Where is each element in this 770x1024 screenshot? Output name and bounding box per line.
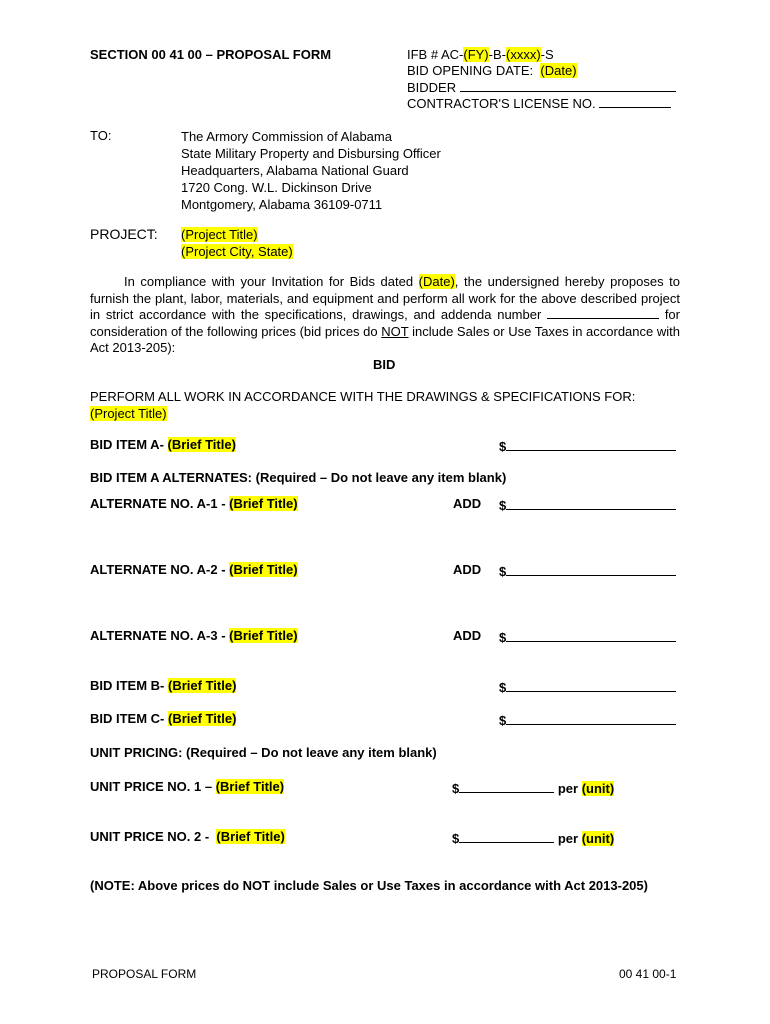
address-line: Headquarters, Alabama National Guard — [181, 163, 409, 178]
unit-price-2-title-field[interactable]: (Brief Title) — [216, 829, 285, 844]
invitation-date-field[interactable]: (Date) — [418, 274, 455, 289]
alternate-a2-add: ADD — [453, 562, 482, 577]
bidder-field[interactable] — [460, 79, 676, 92]
alternate-a2: ALTERNATE NO. A-2 - (Brief Title) — [90, 562, 298, 577]
unit-pricing-heading: UNIT PRICING: (Required – Do not leave any item blank) — [90, 745, 437, 760]
bid-item-c-title-field[interactable]: (Brief Title) — [168, 711, 237, 726]
project-title-field[interactable]: (Project Title) — [181, 227, 258, 242]
unit-price-2-unit-field[interactable]: (unit) — [581, 831, 615, 846]
unit-price-2-amount-field[interactable] — [459, 829, 554, 843]
project-label: PROJECT: — [90, 226, 158, 242]
alternate-a2-title-field[interactable]: (Brief Title) — [229, 562, 298, 577]
bid-item-a-amount: $ — [499, 437, 676, 454]
alternate-a3-amount-field[interactable] — [506, 628, 676, 642]
compliance-paragraph: In compliance with your Invitation for Bids dated (Date), the undersigned hereby proposes to furnish the plant, labor, materials, and equipment and perform all work for the above described project in strict accordance with the specifications, drawings, and addenda number for consideration of the following prices (bid prices do NOT include Sales or Use Taxes in accordance with Act 2013-205): — [90, 274, 680, 355]
alternate-a2-amount-field[interactable] — [506, 562, 676, 576]
alternates-heading: BID ITEM A ALTERNATES: (Required – Do not leave any item blank) — [90, 470, 507, 485]
bid-item-b-amount-field[interactable] — [506, 678, 676, 692]
perform-statement: PERFORM ALL WORK IN ACCORDANCE WITH THE DRAWINGS & SPECIFICATIONS FOR: (Project Title) — [90, 389, 636, 421]
license-line: CONTRACTOR'S LICENSE NO. — [407, 95, 671, 111]
alternate-a3-amount: $ — [499, 628, 676, 645]
alternate-a1-add: ADD — [453, 496, 482, 511]
bid-opening-date-field[interactable]: (Date) — [540, 63, 577, 78]
address-line: State Military Property and Disbursing Officer — [181, 146, 441, 161]
license-field[interactable] — [599, 95, 671, 108]
perform-project-title-field[interactable]: (Project Title) — [90, 406, 167, 421]
section-title: SECTION 00 41 00 – PROPOSAL FORM — [90, 47, 332, 62]
alternate-a2-amount: $ — [499, 562, 676, 579]
to-label: TO: — [90, 128, 112, 143]
bid-opening-date: BID OPENING DATE: (Date) — [407, 63, 577, 78]
tax-note: (NOTE: Above prices do NOT include Sales or Use Taxes in accordance with Act 2013-205) — [90, 878, 648, 893]
not-emphasis: NOT — [381, 323, 409, 339]
bid-item-c: BID ITEM C- (Brief Title) — [90, 711, 237, 726]
bid-item-a: BID ITEM A- (Brief Title) — [90, 437, 236, 452]
address-line: Montgomery, Alabama 36109-0711 — [181, 197, 383, 212]
unit-price-1-title-field[interactable]: (Brief Title) — [215, 779, 285, 794]
address-line: The Armory Commission of Alabama — [181, 129, 392, 144]
bid-item-c-amount: $ — [499, 711, 676, 728]
bid-item-a-title-field[interactable]: (Brief Title) — [167, 437, 236, 452]
project-info — [181, 226, 293, 260]
alternate-a3-add: ADD — [453, 628, 482, 643]
alternate-a1: ALTERNATE NO. A-1 - (Brief Title) — [90, 496, 298, 511]
unit-price-1-unit-field[interactable]: (unit) — [581, 781, 615, 796]
bid-item-b-title-field[interactable]: (Brief Title) — [168, 678, 237, 693]
bid-item-b: BID ITEM B- (Brief Title) — [90, 678, 237, 693]
address-line: 1720 Cong. W.L. Dickinson Drive — [181, 180, 372, 195]
bid-item-c-amount-field[interactable] — [506, 711, 676, 725]
unit-price-2: UNIT PRICE NO. 2 - (Brief Title) — [90, 829, 285, 844]
alternate-a3: ALTERNATE NO. A-3 - (Brief Title) — [90, 628, 298, 643]
addenda-number-field[interactable] — [547, 307, 659, 319]
project-city-field[interactable]: (Project City, State) — [181, 244, 293, 259]
bid-item-b-amount: $ — [499, 678, 676, 695]
unit-price-1-amount: $ per (unit) — [452, 781, 615, 796]
bidder-line: BIDDER — [407, 79, 676, 95]
ifb-fy-field[interactable]: (FY) — [463, 47, 489, 62]
bid-heading: BID — [373, 357, 396, 372]
alternate-a1-amount-field[interactable] — [506, 496, 676, 510]
unit-price-1: UNIT PRICE NO. 1 – (Brief Title) — [90, 779, 285, 794]
unit-price-2-amount: $ per (unit) — [452, 831, 615, 846]
to-address — [181, 128, 441, 213]
ifb-number: IFB # AC-(FY)-B-(xxxx)-S — [407, 47, 554, 62]
ifb-xxxx-field[interactable]: (xxxx) — [505, 47, 541, 62]
unit-price-1-amount-field[interactable] — [459, 779, 554, 793]
alternate-a1-title-field[interactable]: (Brief Title) — [229, 496, 298, 511]
bid-item-a-amount-field[interactable] — [506, 437, 676, 451]
page-number: 00 41 00-1 — [619, 967, 677, 981]
alternate-a3-title-field[interactable]: (Brief Title) — [229, 628, 298, 643]
alternate-a1-amount: $ — [499, 496, 676, 513]
footer-left: PROPOSAL FORM — [92, 967, 197, 981]
